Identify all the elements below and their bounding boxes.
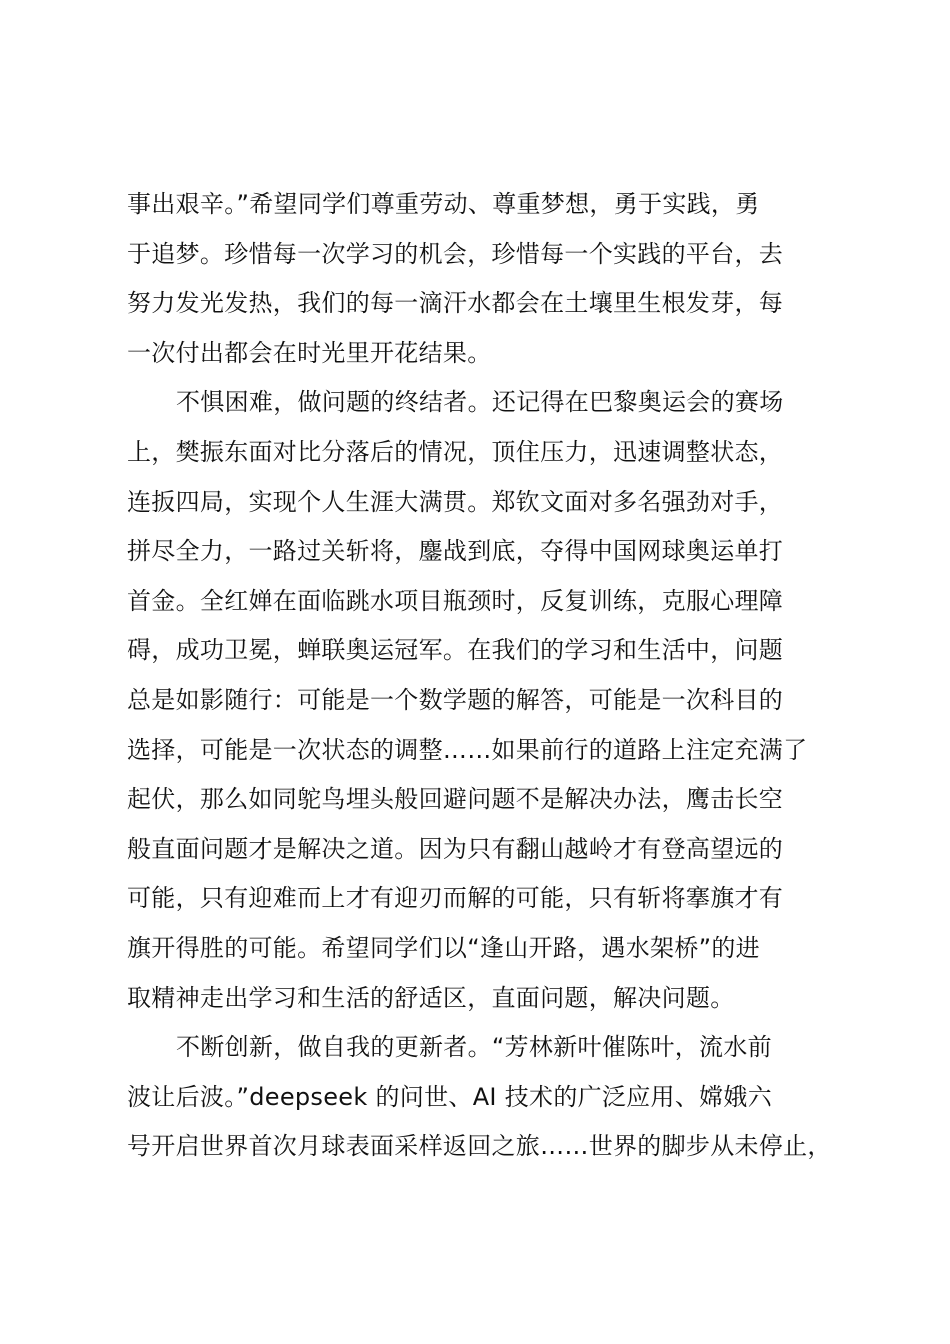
text-line: 起伏，那么如同鸵鸟埋头般回避问题不是解决办法，鹰击长空 <box>127 785 784 814</box>
text-line: 于追梦。珍惜每一次学习的机会，珍惜每一个实践的平台，去 <box>127 239 784 268</box>
text-line: 可能，只有迎难而上才有迎刃而解的可能，只有斩将搴旗才有 <box>127 884 784 913</box>
text-line: 旗开得胜的可能。希望同学们以“逢山开路，遇水架桥”的进 <box>127 933 760 962</box>
text-line: 一次付出都会在时光里开花结果。 <box>127 338 492 367</box>
text-line: 连扳四局，实现个人生涯大满贯。郑钦文面对多名强劲对手， <box>127 487 784 516</box>
paragraph-2 <box>127 378 837 1023</box>
paragraph-1 <box>127 180 837 378</box>
text-line: 事出艰辛。”希望同学们尊重劳动、尊重梦想，勇于实践，勇 <box>127 190 760 218</box>
text-line: 上，樊振东面对比分落后的情况，顶住压力，迅速调整状态， <box>127 437 784 466</box>
text-line: 首金。全红婵在面临跳水项目瓶颈时，反复训练，克服心理障 <box>127 586 784 615</box>
text-line: 碍，成功卫冕，蝉联奥运冠军。在我们的学习和生活中，问题 <box>127 636 784 665</box>
text-line: 不断创新，做自我的更新者。“芳林新叶催陈叶，流水前 <box>176 1033 772 1062</box>
text-line: 努力发光发热，我们的每一滴汗水都会在土壤里生根发芽，每 <box>127 289 784 318</box>
text-line: 般直面问题才是解决之道。因为只有翻山越岭才有登高望远的 <box>127 834 784 863</box>
text-line: 波让后波。”deepseek 的问世、AI 技术的广泛应用、嫦娥六 <box>127 1082 773 1111</box>
body-text <box>127 180 837 1172</box>
paragraph-3 <box>127 1023 837 1172</box>
text-line: 拼尽全力，一路过关斩将，鏖战到底，夺得中国网球奥运单打 <box>127 537 784 566</box>
text-line: 号开启世界首次月球表面采样返回之旅……世界的脚步从未停止， <box>127 1132 832 1161</box>
text-line: 选择，可能是一次状态的调整……如果前行的道路上注定充满了 <box>127 735 808 764</box>
text-line: 总是如影随行：可能是一个数学题的解答，可能是一次科目的 <box>127 685 784 714</box>
text-line: 不惧困难，做问题的终结者。还记得在巴黎奥运会的赛场 <box>176 388 784 417</box>
text-line: 取精神走出学习和生活的舒适区，直面问题，解决问题。 <box>127 983 735 1012</box>
